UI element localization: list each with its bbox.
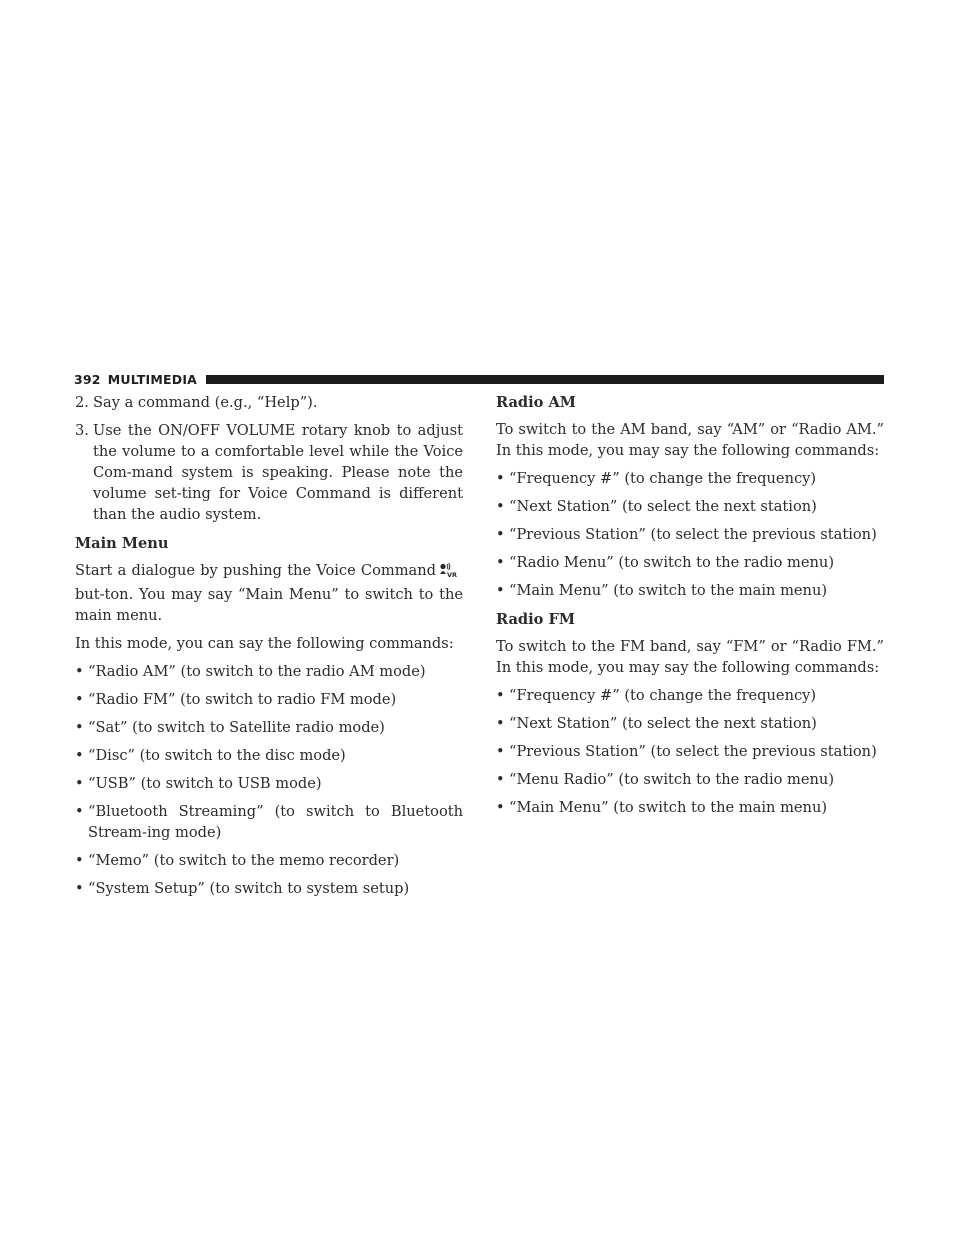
radio-fm-heading: Radio FM <box>496 611 575 628</box>
list-item <box>496 713 884 734</box>
list-item <box>496 797 884 818</box>
page-number: 392 <box>74 371 101 387</box>
list-item <box>496 580 884 601</box>
list-item <box>496 468 884 489</box>
bullet: • <box>75 880 84 897</box>
bullet: • <box>496 687 505 704</box>
bullet: • <box>75 663 84 680</box>
bullet: • <box>496 771 505 788</box>
intro-text-after-icon: but-ton. You may say “Main Menu” to switch to the main menu. <box>75 586 463 624</box>
left-column <box>75 392 463 906</box>
list-item-text: “Radio Menu” (to switch to the radio menu) <box>509 554 835 571</box>
bullet: • <box>496 582 505 599</box>
list-item-text: “Previous Station” (to select the previous station) <box>509 526 877 543</box>
radio-am-command-list <box>496 468 884 601</box>
section-title: MULTIMEDIA <box>107 371 198 387</box>
list-item-text: “Next Station” (to select the next station) <box>509 715 817 732</box>
intro-text-before-icon: Start a dialogue by pushing the Voice Command <box>75 562 436 579</box>
bullet: • <box>496 526 505 543</box>
voice-command-icon <box>439 562 461 584</box>
step-number: 3. <box>75 422 89 439</box>
step-text: Use the ON/OFF VOLUME rotary knob to adjust the volume to a comfortable level while the Voice Com-mand system is speaking. Please note the volume set-ting for Voice Command is different than the audio system. <box>93 422 463 523</box>
main-menu-intro <box>75 560 463 626</box>
list-item-text: “Bluetooth Streaming” (to switch to Bluetooth Stream-ing mode) <box>88 803 463 841</box>
list-item-text: “Main Menu” (to switch to the main menu) <box>509 799 828 816</box>
bullet: • <box>496 470 505 487</box>
list-item-text: “Radio FM” (to switch to radio FM mode) <box>88 691 397 708</box>
radio-fm-intro: To switch to the FM band, say “FM” or “Radio FM.” In this mode, you may say the following commands: <box>496 638 884 676</box>
bullet: • <box>75 747 84 764</box>
list-item <box>496 524 884 545</box>
bullet: • <box>75 775 84 792</box>
list-item <box>75 689 463 710</box>
list-item-text: “USB” (to switch to USB mode) <box>88 775 322 792</box>
main-menu-heading: Main Menu <box>75 535 169 552</box>
list-item-text: “Radio AM” (to switch to the radio AM mode) <box>88 663 426 680</box>
list-item <box>496 552 884 573</box>
bullet: • <box>75 719 84 736</box>
list-item <box>496 496 884 517</box>
step-text: Say a command (e.g., “Help”). <box>93 394 318 411</box>
list-item <box>75 773 463 794</box>
list-item-text: “Frequency #” (to change the frequency) <box>509 470 817 487</box>
list-item <box>75 878 463 899</box>
bullet: • <box>496 743 505 760</box>
list-item <box>496 741 884 762</box>
svg-text:VR: VR <box>447 571 458 578</box>
list-item-text: “Main Menu” (to switch to the main menu) <box>509 582 828 599</box>
radio-am-heading: Radio AM <box>496 394 576 411</box>
right-column <box>496 392 884 825</box>
list-item-text: “Menu Radio” (to switch to the radio menu) <box>509 771 835 788</box>
bullet: • <box>496 554 505 571</box>
bullet: • <box>75 852 84 869</box>
list-item-text: “Previous Station” (to select the previous station) <box>509 743 877 760</box>
list-item-text: “Memo” (to switch to the memo recorder) <box>88 852 400 869</box>
header-rule <box>206 375 884 384</box>
list-item <box>496 685 884 706</box>
list-item <box>75 661 463 682</box>
step-3 <box>75 420 463 525</box>
main-menu-command-list <box>75 661 463 899</box>
radio-am-intro: To switch to the AM band, say “AM” or “Radio AM.” In this mode, you may say the following commands: <box>496 421 884 459</box>
list-item-text: “System Setup” (to switch to system setup) <box>88 880 410 897</box>
list-item <box>75 850 463 871</box>
list-item <box>75 745 463 766</box>
page-header <box>74 368 884 390</box>
list-item-text: “Frequency #” (to change the frequency) <box>509 687 817 704</box>
list-item-text: “Next Station” (to select the next station) <box>509 498 817 515</box>
list-item-text: “Sat” (to switch to Satellite radio mode) <box>88 719 385 736</box>
list-item <box>75 801 463 843</box>
commands-intro: In this mode, you can say the following commands: <box>75 635 454 652</box>
list-item <box>75 717 463 738</box>
list-item <box>496 769 884 790</box>
bullet: • <box>496 498 505 515</box>
list-item-text: “Disc” (to switch to the disc mode) <box>88 747 346 764</box>
radio-fm-command-list <box>496 685 884 818</box>
step-number: 2. <box>75 394 89 411</box>
bullet: • <box>496 799 505 816</box>
bullet: • <box>496 715 505 732</box>
step-2 <box>75 392 463 413</box>
bullet: • <box>75 803 84 820</box>
bullet: • <box>75 691 84 708</box>
